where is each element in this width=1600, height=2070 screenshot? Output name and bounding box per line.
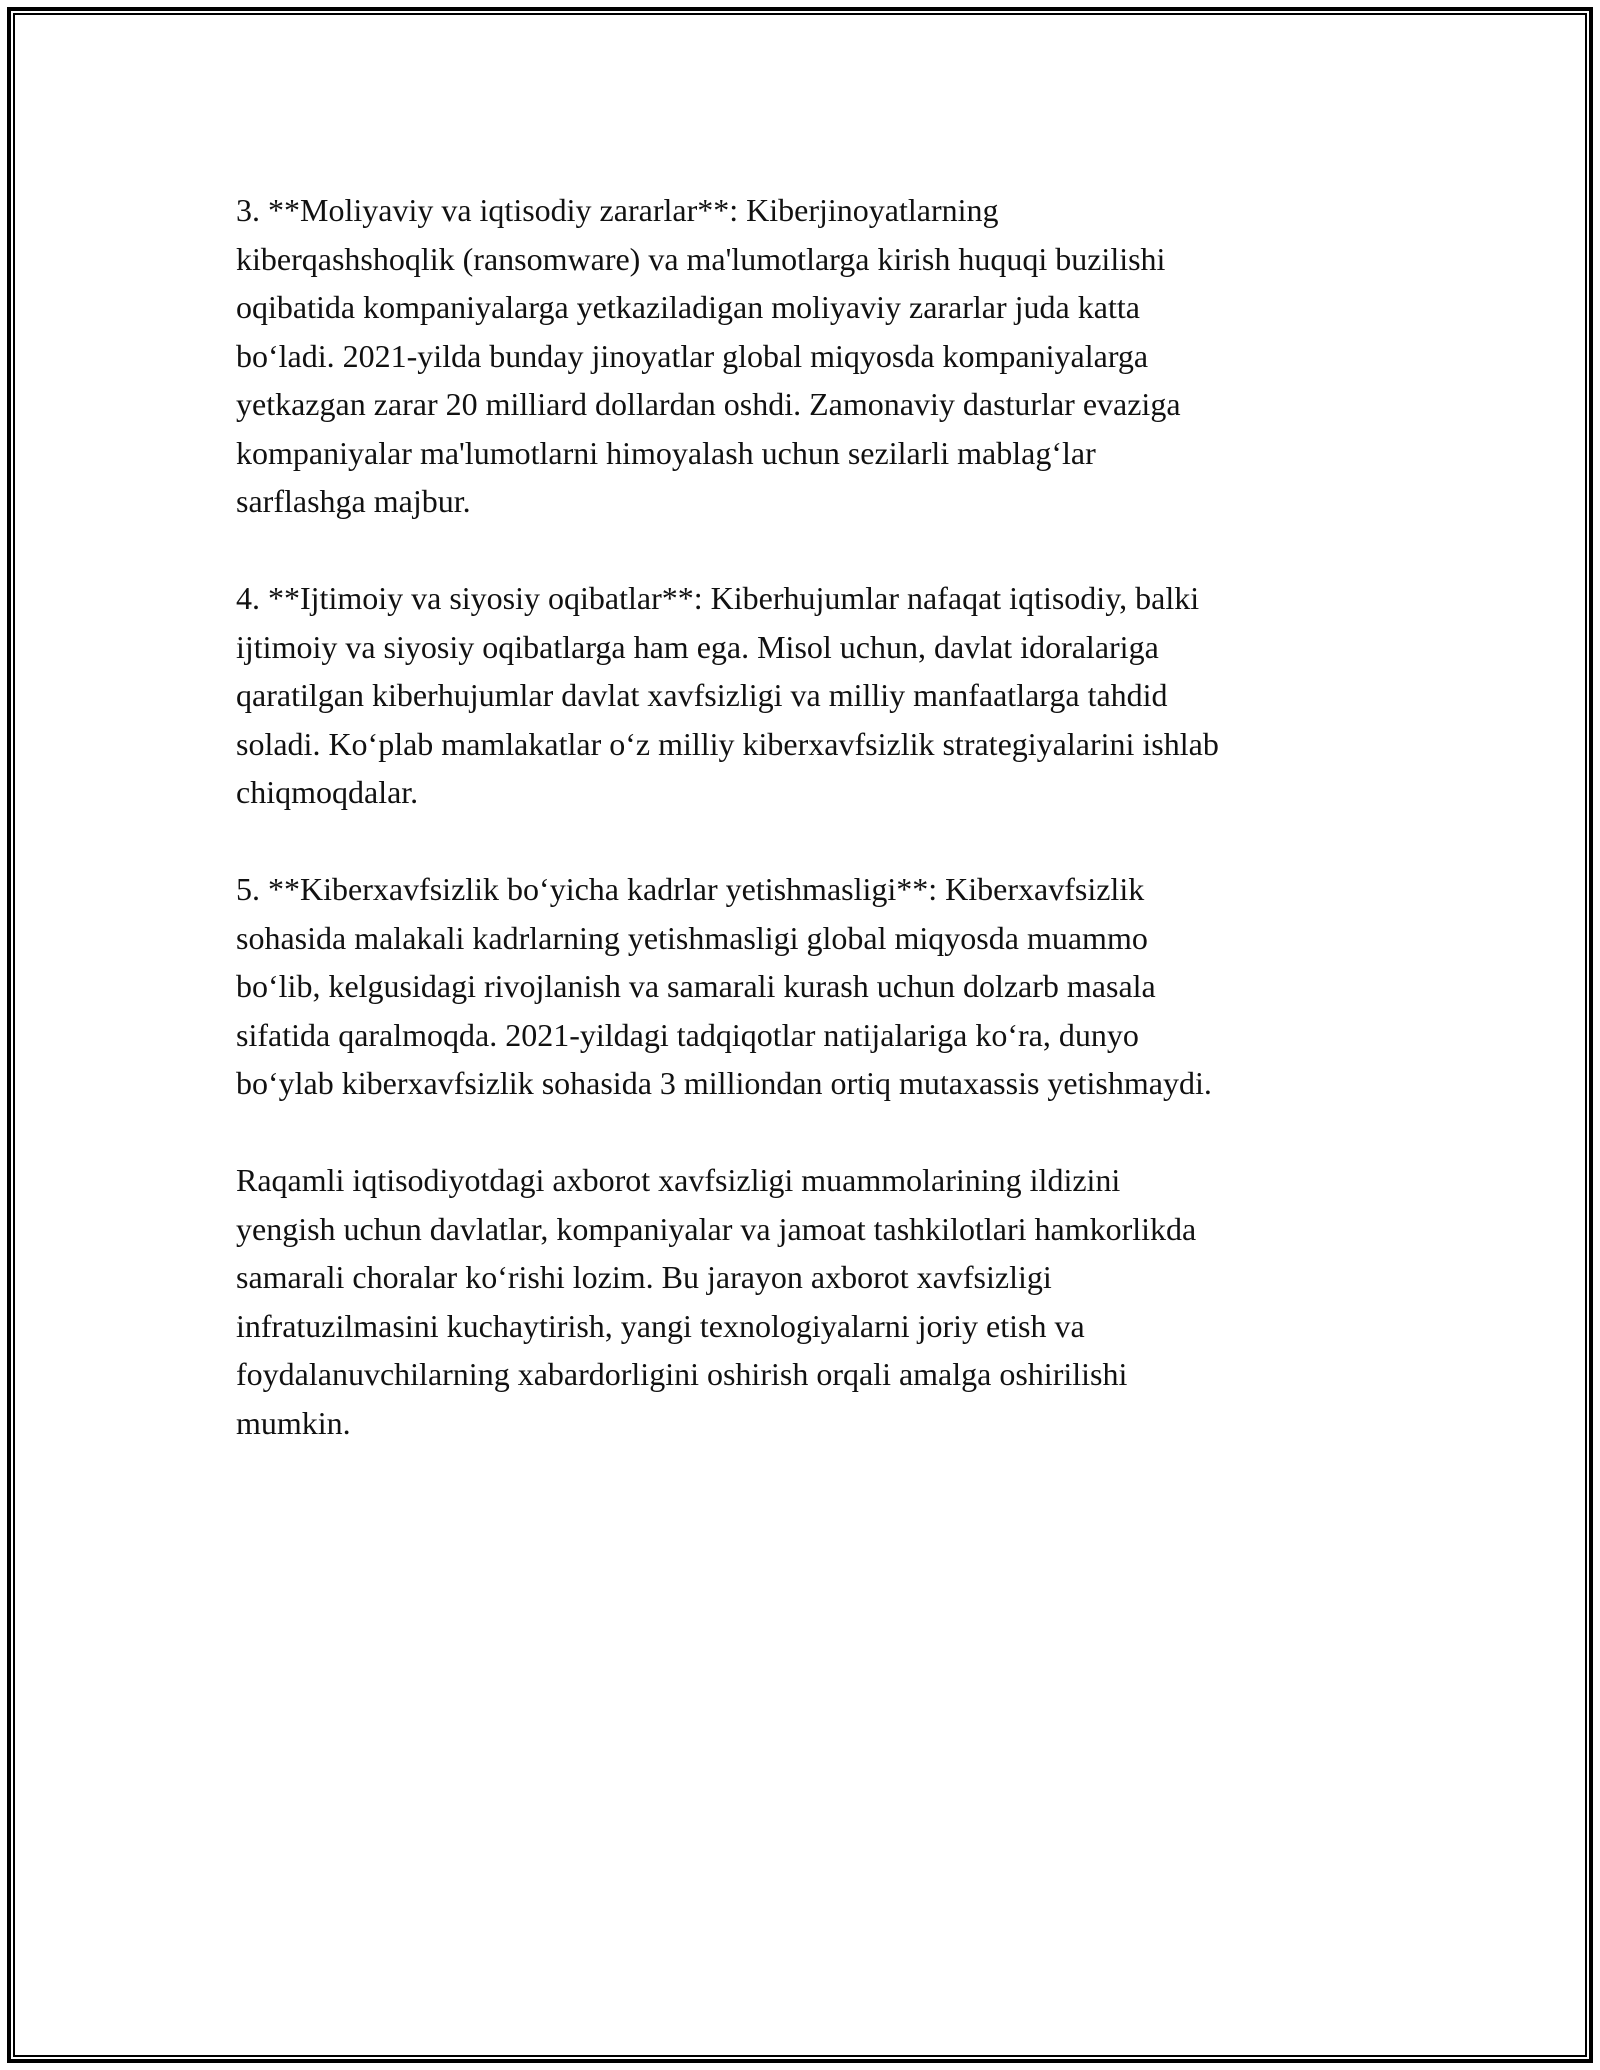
document-body (236, 186, 1366, 1496)
paragraph-social-political-consequences: 4. **Ijtimoiy va siyosiy oqibatlar**: Kiberhujumlar nafaqat iqtisodiy, balki ijtimoiy va siyosiy oqibatlarga ham ega. Misol uchun, davlat idoralariga qaratilgan kiberhujumlar davlat xavfsizligi va milliy manfaatlarga tahdid soladi. Ko‘plab mamlakatlar o‘z milliy kiberxavfsizlik strategiyalarini ishlab chiqmoqdalar. (236, 580, 1219, 810)
paragraph-workforce-shortage: 5. **Kiberxavfsizlik bo‘yicha kadrlar yetishmasligi**: Kiberxavfsizlik sohasida malakali kadrlarning yetishmasligi global miqyosda muammo bo‘lib, kelgusidagi rivojlanish va samarali kurash uchun dolzarb masala sifatida qaralmoqda. 2021-yildagi tadqiqotlar natijalariga ko‘ra, dunyo bo‘ylab kiberxavfsizlik sohasida 3 milliondan ortiq mutaxassis yetishmaydi. (236, 871, 1212, 1101)
paragraph-financial-losses: 3. **Moliyaviy va iqtisodiy zararlar**: Kiberjinoyatlarning kiberqashshoqlik (ransomware) va ma'lumotlarga kirish huquqi buzilishi oqibatida kompaniyalarga yetkaziladigan moliyaviy zararlar juda katta bo‘ladi. 2021-yilda bunday jinoyatlar global miqyosda kompaniyalarga yetkazgan zarar 20 milliard dollardan oshdi. Zamonaviy dasturlar evaziga kompaniyalar ma'lumotlarni himoyalash uchun sezilarli mablag‘lar sarflashga majbur. (236, 192, 1181, 519)
paragraph-conclusion: Raqamli iqtisodiyotdagi axborot xavfsizligi muammolarining ildizini yengish uchun davlatlar, kompaniyalar va jamoat tashkilotlari hamkorlikda samarali choralar ko‘rishi lozim. Bu jarayon axborot xavfsizligi infratuzilmasini kuchaytirish, yangi texnologiyalarni joriy etish va foydalanuvchilarning xabardorligini oshirish orqali amalga oshirilishi mumkin. (236, 1162, 1197, 1441)
